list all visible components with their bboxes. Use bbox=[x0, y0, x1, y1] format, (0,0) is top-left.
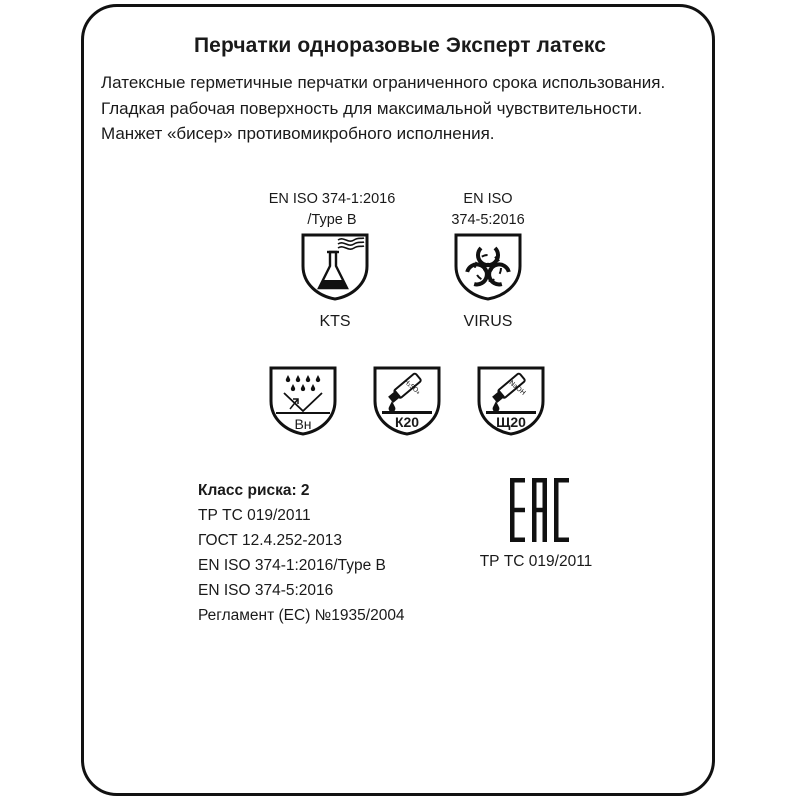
standard-2-text bbox=[418, 189, 558, 231]
info-line: ТР ТС 019/2011 bbox=[198, 507, 311, 524]
product-description: Латексные герметичные перчатки ограниченного срока использования. Гладкая рабочая поверхность для максимальной чувствительности. Манжет «бисер» противомикробного исполнения. bbox=[101, 73, 666, 143]
standard-2-line1: EN ISO bbox=[463, 191, 513, 207]
chemical-flask-shield-icon bbox=[300, 232, 370, 302]
certification-info bbox=[198, 478, 405, 628]
standard-1-text bbox=[252, 189, 412, 231]
page-title: Перчатки одноразовые Эксперт латекс bbox=[193, 34, 607, 57]
info-line: EN ISO 374-5:2016 bbox=[198, 582, 334, 599]
risk-class: Класс риска: 2 bbox=[198, 482, 310, 499]
standard-1-line2: /Type B bbox=[307, 212, 357, 228]
standard-1-code: KTS bbox=[319, 313, 351, 330]
biohazard-shield-icon bbox=[453, 232, 523, 302]
svg-text:H₂SO₄: H₂SO₄ bbox=[402, 377, 423, 396]
small-pictogram-3-label: Щ20 bbox=[496, 414, 526, 430]
info-line: Регламент (ЕС) №1935/2004 bbox=[198, 607, 405, 624]
info-line: EN ISO 374-1:2016/Type B bbox=[198, 557, 386, 574]
standard-1-line1: EN ISO 374-1:2016 bbox=[268, 191, 396, 207]
standard-2-line2: 374-5:2016 bbox=[451, 212, 525, 228]
eac-mark-icon bbox=[510, 478, 570, 547]
small-pictogram-1-label: Вн bbox=[294, 416, 312, 432]
svg-text:NaOH: NaOH bbox=[507, 378, 528, 397]
eac-caption: ТР ТС 019/2011 bbox=[479, 553, 593, 570]
standard-2-code: VIRUS bbox=[463, 313, 513, 330]
small-pictogram-2-label: К20 bbox=[394, 414, 420, 430]
info-line: ГОСТ 12.4.252-2013 bbox=[198, 532, 343, 549]
